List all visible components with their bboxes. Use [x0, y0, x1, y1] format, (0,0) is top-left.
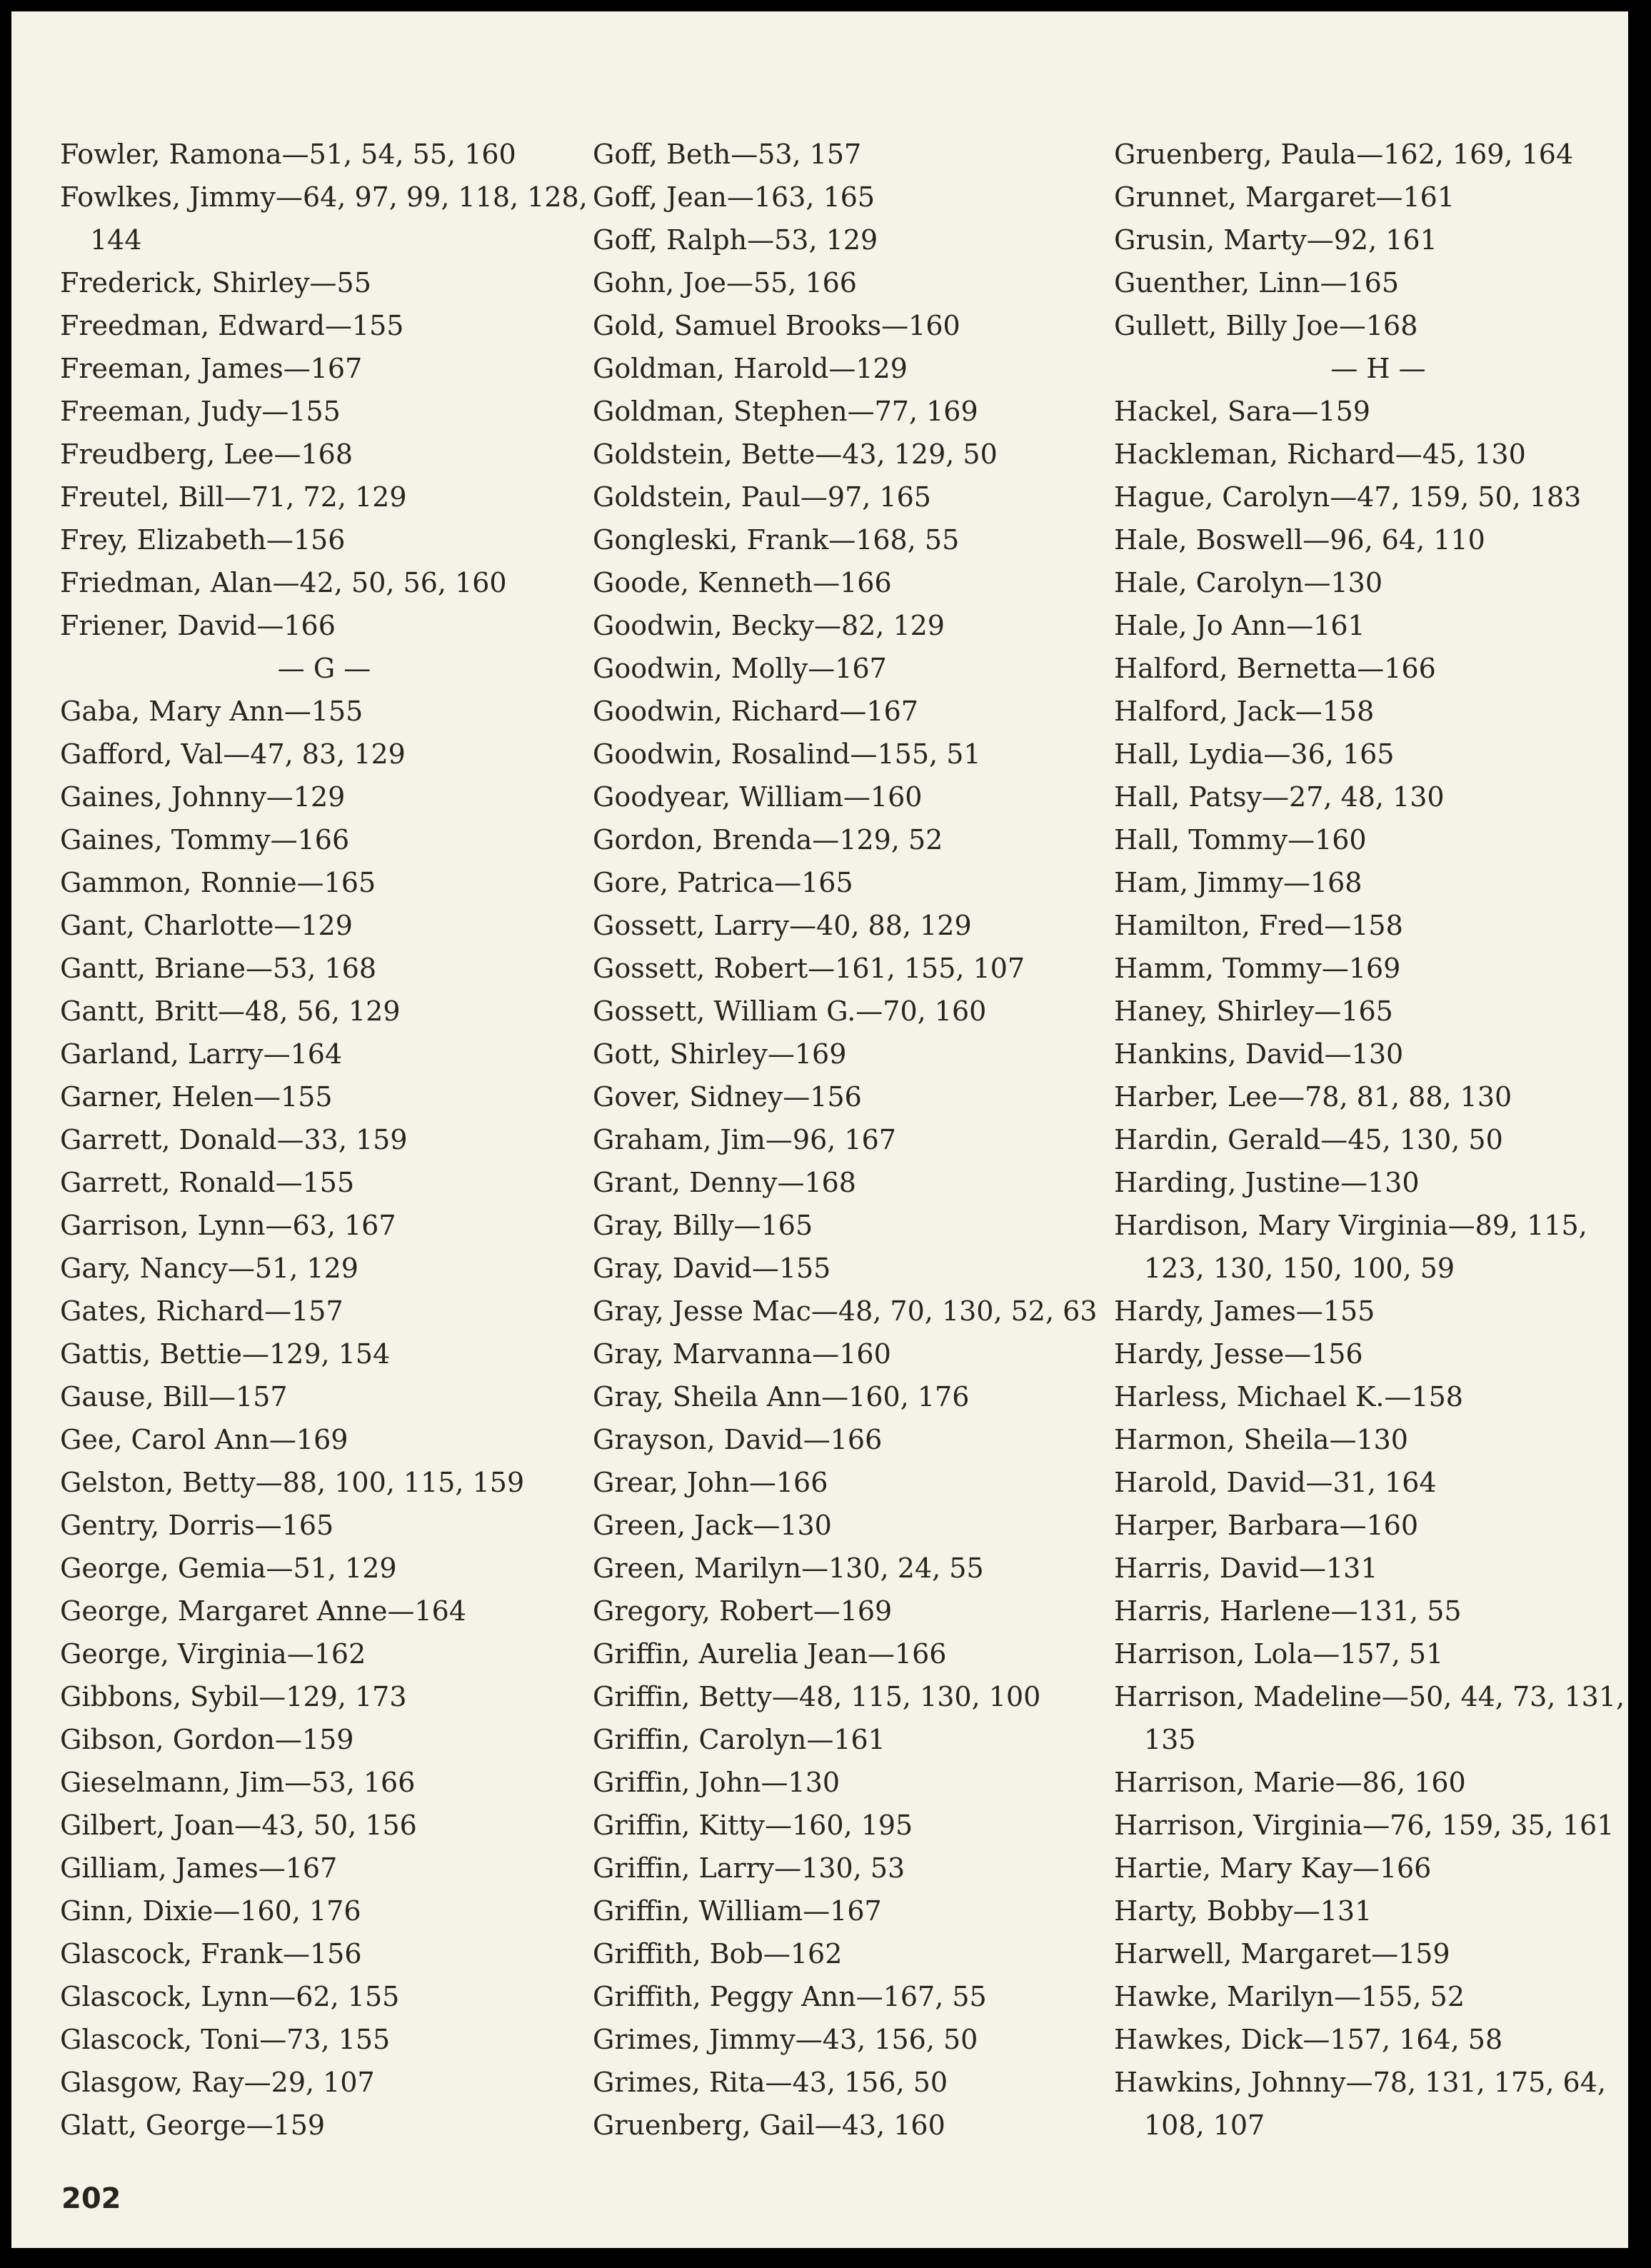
index-entry: Gore, Patrica—165: [593, 867, 853, 898]
index-entry: Freeman, Judy—155: [60, 396, 341, 427]
index-entry: Gullett, Billy Joe—168: [1114, 310, 1418, 341]
index-entry: Goodwin, Rosalind—155, 51: [593, 738, 981, 770]
index-entry: Garrett, Donald—33, 159: [60, 1124, 408, 1155]
index-entry: Gohn, Joe—55, 166: [593, 267, 857, 298]
index-entry: George, Margaret Anne—164: [60, 1595, 466, 1627]
index-entry: Gray, Jesse Mac—48, 70, 130, 52, 63: [593, 1295, 1098, 1327]
index-entry: Harper, Barbara—160: [1114, 1510, 1418, 1541]
index-entry: Goodwin, Richard—167: [593, 696, 918, 727]
index-entry: Hankins, David—130: [1114, 1038, 1404, 1070]
index-entry: Gossett, Robert—161, 155, 107: [593, 953, 1025, 984]
index-entry: Hague, Carolyn—47, 159, 50, 183: [1114, 481, 1582, 513]
index-entry: Goff, Ralph—53, 129: [593, 224, 878, 256]
index-entry: Gammon, Ronnie—165: [60, 867, 376, 898]
index-entry: Griffith, Bob—162: [593, 1938, 843, 1970]
index-entry: Gray, David—155: [593, 1253, 831, 1284]
index-entry: Griffin, Kitty—160, 195: [593, 1810, 913, 1841]
index-entry: Gafford, Val—47, 83, 129: [60, 738, 406, 770]
index-entry: Hackleman, Richard—45, 130: [1114, 438, 1526, 470]
index-entry: Grant, Denny—168: [593, 1167, 856, 1198]
index-entry: Harris, Harlene—131, 55: [1114, 1595, 1462, 1627]
index-entry: Gattis, Bettie—129, 154: [60, 1338, 391, 1370]
index-entry: Griffin, Betty—48, 115, 130, 100: [593, 1681, 1041, 1712]
index-entry: Glasgow, Ray—29, 107: [60, 2067, 375, 2098]
index-entry: Hawke, Marilyn—155, 52: [1114, 1981, 1465, 2012]
index-entry: Harrison, Lola—157, 51: [1114, 1638, 1444, 1670]
index-entry: Harwell, Margaret—159: [1114, 1938, 1450, 1970]
index-entry: Grimes, Rita—43, 156, 50: [593, 2067, 948, 2098]
index-entry: Goldman, Harold—129: [593, 353, 908, 384]
index-entry: Frederick, Shirley—55: [60, 267, 371, 298]
index-entry: Haney, Shirley—165: [1114, 995, 1393, 1027]
index-entry: Hardison, Mary Virginia—89, 115, 123, 130, 150, 100, 59: [1114, 1210, 1587, 1284]
page-number: 202: [61, 2182, 121, 2215]
index-entry: Freudberg, Lee—168: [60, 438, 353, 470]
section-letter-heading: — H —: [1330, 353, 1426, 384]
index-entry: Gossett, William G.—70, 160: [593, 995, 987, 1027]
index-column-1: [60, 133, 588, 2147]
index-entry: Gelston, Betty—88, 100, 115, 159: [60, 1467, 525, 1498]
index-entry: Frey, Elizabeth—156: [60, 524, 346, 556]
index-entry: Griffin, Larry—130, 53: [593, 1852, 905, 1884]
index-entry: Harless, Michael K.—158: [1114, 1381, 1463, 1413]
index-entry: Hardin, Gerald—45, 130, 50: [1114, 1124, 1503, 1155]
index-entry: Gilliam, James—167: [60, 1852, 338, 1884]
index-entry: Gaines, Johnny—129: [60, 781, 346, 813]
index-entry: Garner, Helen—155: [60, 1081, 333, 1113]
index-entry: Green, Marilyn—130, 24, 55: [593, 1552, 984, 1584]
index-entry: Ginn, Dixie—160, 176: [60, 1895, 361, 1927]
index-entry: Goldstein, Bette—43, 129, 50: [593, 438, 998, 470]
index-entry: Fowlkes, Jimmy—64, 97, 99, 118, 128, 144: [60, 181, 588, 256]
index-entry: Grunnet, Margaret—161: [1114, 181, 1455, 213]
index-entry: Goldman, Stephen—77, 169: [593, 396, 978, 427]
index-entry: Garland, Larry—164: [60, 1038, 343, 1070]
index-entry: Glascock, Frank—156: [60, 1938, 362, 1970]
index-entry: Hamm, Tommy—169: [1114, 953, 1401, 984]
index-entry: Harrison, Marie—86, 160: [1114, 1767, 1466, 1798]
index-entry: Garrett, Ronald—155: [60, 1167, 355, 1198]
index-column-3: [1114, 133, 1628, 2147]
index-entry: Gongleski, Frank—168, 55: [593, 524, 960, 556]
index-entry: Gruenberg, Gail—43, 160: [593, 2109, 945, 2141]
index-entry: Grear, John—166: [593, 1467, 828, 1498]
index-entry: Gaba, Mary Ann—155: [60, 696, 363, 727]
index-entry: Gentry, Dorris—165: [60, 1510, 334, 1541]
index-entry: Halford, Jack—158: [1114, 696, 1375, 727]
index-entry: Hartie, Mary Kay—166: [1114, 1852, 1432, 1884]
index-entry: Goodwin, Becky—82, 129: [593, 610, 945, 641]
index-entry: Hall, Lydia—36, 165: [1114, 738, 1395, 770]
index-entry: Guenther, Linn—165: [1114, 267, 1400, 298]
index-entry: Freedman, Edward—155: [60, 310, 404, 341]
index-entry: Green, Jack—130: [593, 1510, 832, 1541]
index-entry: Griffin, Carolyn—161: [593, 1724, 885, 1755]
index-entry: Gruenberg, Paula—162, 169, 164: [1114, 139, 1574, 170]
index-entry: Gary, Nancy—51, 129: [60, 1253, 358, 1284]
index-entry: Grusin, Marty—92, 161: [1114, 224, 1437, 256]
index-entry: Gieselmann, Jim—53, 166: [60, 1767, 416, 1798]
index-entry: Gray, Billy—165: [593, 1210, 813, 1241]
index-entry: Gaines, Tommy—166: [60, 824, 350, 855]
index-entry: Gantt, Britt—48, 56, 129: [60, 995, 401, 1027]
index-entry: Hardy, Jesse—156: [1114, 1338, 1363, 1370]
index-entry: Griffin, Aurelia Jean—166: [593, 1638, 947, 1670]
index-entry: Grimes, Jimmy—43, 156, 50: [593, 2024, 978, 2055]
index-entry: Harmon, Sheila—130: [1114, 1424, 1408, 1455]
index-entry: Glascock, Toni—73, 155: [60, 2024, 391, 2055]
index-entry: Gold, Samuel Brooks—160: [593, 310, 960, 341]
index-entry: Gantt, Briane—53, 168: [60, 953, 377, 984]
index-entry: Friedman, Alan—42, 50, 56, 160: [60, 567, 507, 598]
index-entry: Gibson, Gordon—159: [60, 1724, 354, 1755]
index-entry: Harber, Lee—78, 81, 88, 130: [1114, 1081, 1512, 1113]
index-entry: Gee, Carol Ann—169: [60, 1424, 348, 1455]
index-entry: Gant, Charlotte—129: [60, 910, 353, 941]
index-page: [11, 11, 1628, 2248]
index-entry: Harty, Bobby—131: [1114, 1895, 1373, 1927]
index-entry: Hackel, Sara—159: [1114, 396, 1370, 427]
index-entry: Gates, Richard—157: [60, 1295, 343, 1327]
index-entry: Hall, Tommy—160: [1114, 824, 1367, 855]
index-entry: Harris, David—131: [1114, 1552, 1378, 1584]
index-entry: Goodwin, Molly—167: [593, 653, 887, 684]
index-entry: Goff, Jean—163, 165: [593, 181, 875, 213]
index-entry: Friener, David—166: [60, 610, 336, 641]
index-entry: George, Virginia—162: [60, 1638, 366, 1670]
index-entry: Goode, Kenneth—166: [593, 567, 892, 598]
section-letter-heading: — G —: [277, 653, 371, 684]
index-entry: Halford, Bernetta—166: [1114, 653, 1436, 684]
index-entry: Hawkins, Johnny—78, 131, 175, 64, 108, 107: [1114, 2067, 1606, 2141]
index-entry: Gover, Sidney—156: [593, 1081, 862, 1113]
index-entry: Gott, Shirley—169: [593, 1038, 847, 1070]
index-entry: Harrison, Virginia—76, 159, 35, 161: [1114, 1810, 1615, 1841]
index-entry: Harding, Justine—130: [1114, 1167, 1420, 1198]
index-entry: Harold, David—31, 164: [1114, 1467, 1437, 1498]
index-entry: Goodyear, William—160: [593, 781, 923, 813]
index-entry: Hawkes, Dick—157, 164, 58: [1114, 2024, 1503, 2055]
index-entry: Gregory, Robert—169: [593, 1595, 893, 1627]
index-entry: Griffin, John—130: [593, 1767, 840, 1798]
index-entry: Fowler, Ramona—51, 54, 55, 160: [60, 139, 516, 170]
index-entry: Gray, Sheila Ann—160, 176: [593, 1381, 970, 1413]
index-entry: Garrison, Lynn—63, 167: [60, 1210, 396, 1241]
index-column-2: [593, 133, 1121, 2147]
index-entry: Glascock, Lynn—62, 155: [60, 1981, 400, 2012]
index-entry: Glatt, George—159: [60, 2109, 326, 2141]
index-entry: Goldstein, Paul—97, 165: [593, 481, 931, 513]
index-entry: Grayson, David—166: [593, 1424, 883, 1455]
index-entry: Freutel, Bill—71, 72, 129: [60, 481, 407, 513]
index-entry: Gause, Bill—157: [60, 1381, 288, 1413]
index-entry: Griffith, Peggy Ann—167, 55: [593, 1981, 987, 2012]
index-entry: George, Gemia—51, 129: [60, 1552, 397, 1584]
index-entry: Hardy, James—155: [1114, 1295, 1375, 1327]
index-entry: Hall, Patsy—27, 48, 130: [1114, 781, 1445, 813]
index-entry: Hale, Boswell—96, 64, 110: [1114, 524, 1485, 556]
index-entry: Hale, Jo Ann—161: [1114, 610, 1365, 641]
index-entry: Griffin, William—167: [593, 1895, 882, 1927]
index-entry: Goff, Beth—53, 157: [593, 139, 862, 170]
index-entry: Gibbons, Sybil—129, 173: [60, 1681, 407, 1712]
index-entry: Gossett, Larry—40, 88, 129: [593, 910, 972, 941]
index-entry: Freeman, James—167: [60, 353, 363, 384]
index-entry: Gordon, Brenda—129, 52: [593, 824, 943, 855]
index-entry: Hale, Carolyn—130: [1114, 567, 1382, 598]
index-entry: Gray, Marvanna—160: [593, 1338, 891, 1370]
index-entry: Harrison, Madeline—50, 44, 73, 131, 135: [1114, 1681, 1625, 1755]
index-entry: Ham, Jimmy—168: [1114, 867, 1363, 898]
index-entry: Graham, Jim—96, 167: [593, 1124, 896, 1155]
index-entry: Hamilton, Fred—158: [1114, 910, 1403, 941]
index-entry: Gilbert, Joan—43, 50, 156: [60, 1810, 417, 1841]
